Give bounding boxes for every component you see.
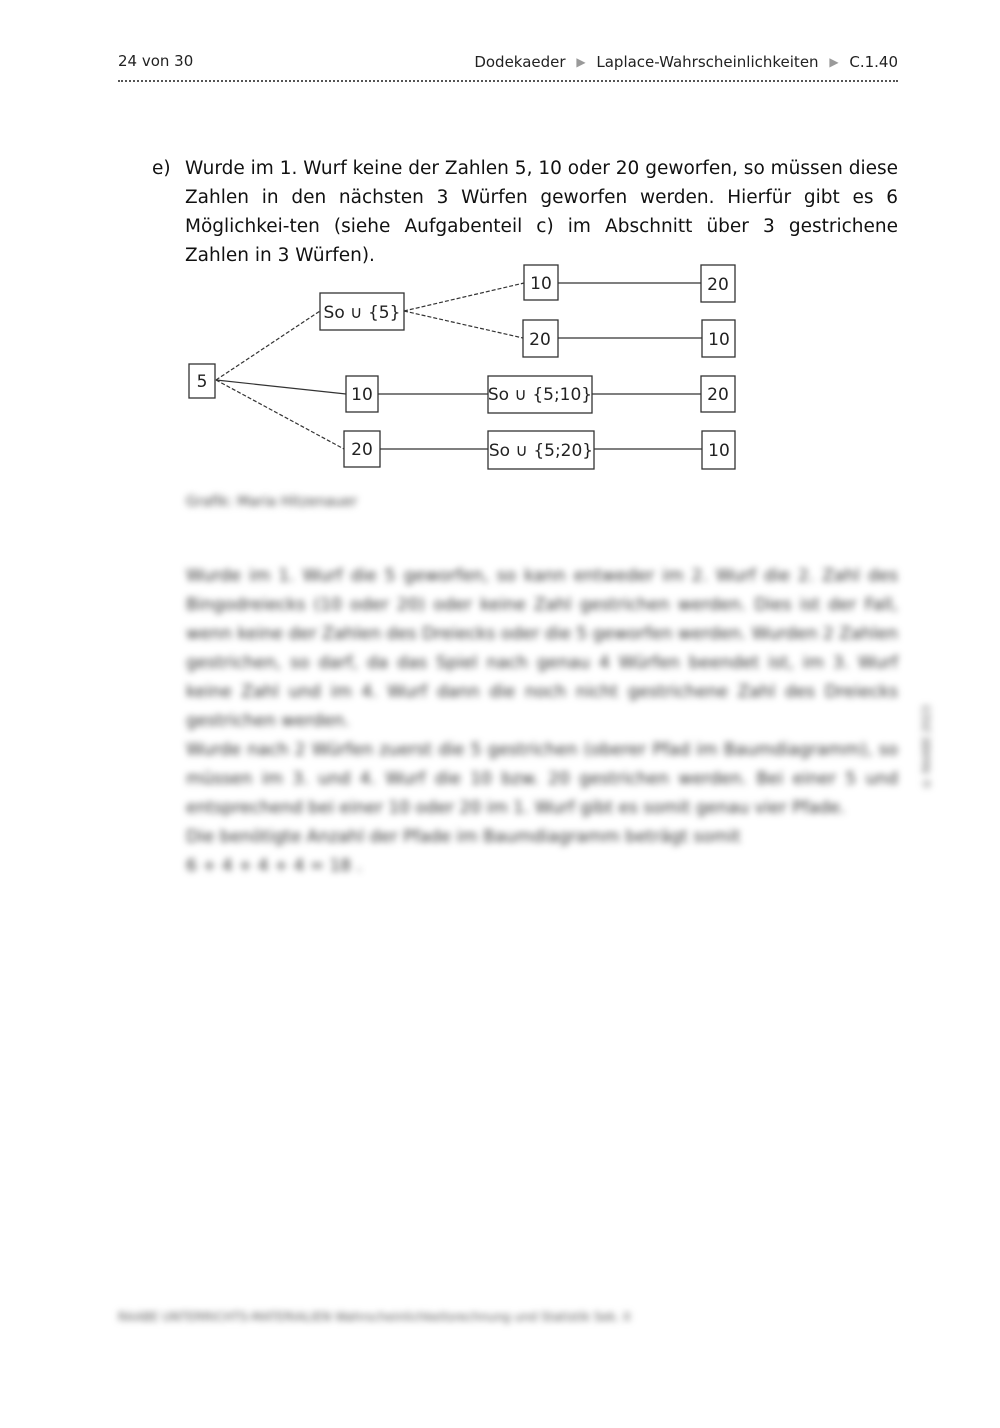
task-label: e): [152, 158, 171, 179]
node-upper-10-label: 10: [530, 274, 552, 294]
node-upper-10-end-label: 10: [708, 330, 730, 350]
edge-so5-10: [404, 283, 524, 311]
node-so5-10-label: So ∪ {5;10}: [487, 385, 593, 405]
solution-formula: 6 + 4 + 4 + 4 = 18 .: [186, 856, 362, 876]
node-root-label: 5: [196, 372, 208, 392]
node-so5-label: So ∪ {5}: [323, 303, 401, 323]
node-upper-20: [523, 320, 558, 357]
edge-root-20: [216, 380, 344, 449]
breadcrumb-item-subject: Laplace-Wahrscheinlichkeiten: [596, 52, 819, 71]
node-root: [189, 364, 215, 398]
copyright-note: © RAABE 2023: [920, 704, 933, 790]
solution-paragraph: Wurde nach 2 Würfen zuerst die 5 gestrichen (oberer Pfad im Baumdiagramm), so müssen im 3. und 4. Wurf die 10 bzw. 20 gestrichen werden. Bei einer 5 und entsprechend bei einer 10 oder 20 im 1. Wurf gibt es somit genau vier Pfade.: [186, 740, 898, 818]
node-low-10-end-label: 10: [708, 441, 730, 461]
page-number: 24 von 30: [118, 52, 194, 70]
node-so5-10: [488, 376, 592, 413]
node-mid-10-label: 10: [351, 385, 373, 405]
tree-diagram: [0, 0, 1000, 480]
edge-root-so5: [216, 311, 320, 380]
node-mid-20-end-label: 20: [707, 385, 729, 405]
solution-text: [186, 562, 898, 881]
node-upper-10-end: [702, 320, 735, 357]
triangle-right-icon: ▶: [576, 54, 586, 69]
node-upper-20-end-label: 20: [707, 275, 729, 295]
node-so5: [320, 293, 404, 330]
node-mid-20-end: [701, 376, 735, 412]
solution-paragraph: Wurde im 1. Wurf die 5 geworfen, so kann entweder im 2. Wurf die 2. Zahl des Bingodreiecks (10 oder 20) oder keine Zahl gestrichen werden. Dies ist der Fall, wenn keine der Zahlen des Dreiecks oder die 5 geworfen werden. Wurden 2 Zahlen gestrichen, so darf, da das Spiel nach genau 4 Würfen beendet ist, im 3. Wurf keine Zahl und im 4. Wurf dann die noch nicht gestrichene Zahl des Dreiecks gestrichen werden.: [186, 566, 898, 731]
solution-paragraph: Die benötigte Anzahl der Pfade im Baumdiagramm beträgt somit: [186, 827, 741, 847]
figure-caption: Grafik: Maria Hitzenauer: [186, 494, 358, 510]
node-upper-20-label: 20: [529, 330, 551, 350]
node-upper-10: [524, 265, 558, 300]
node-low-20: [344, 431, 380, 467]
node-mid-10: [346, 376, 378, 412]
triangle-right-icon: ▶: [829, 54, 839, 69]
edge-so5-20: [404, 311, 523, 338]
node-so5-20-label: So ∪ {5;20}: [488, 441, 594, 461]
page-footer: RAABE UNTERRICHTS-MATERIALIEN Wahrscheinlichkeitsrechnung und Statistik Sek. II: [118, 1310, 631, 1324]
node-so5-20: [488, 431, 594, 469]
task-text: Wurde im 1. Wurf keine der Zahlen 5, 10 oder 20 geworfen, so müssen diese Zahlen in den nächsten 3 Würfen geworfen werden. Hierfür gibt es 6 Möglichkei-ten (siehe Aufgabenteil c) im Abschnitt über 3 gestrichene Zahlen in 3 Würfen).: [185, 158, 898, 266]
node-upper-20-end: [701, 265, 735, 302]
breadcrumb-item-code: C.1.40: [849, 52, 898, 71]
edge-root-10: [216, 380, 346, 394]
breadcrumb-item-topic: Dodekaeder: [474, 52, 566, 71]
node-low-20-label: 20: [351, 440, 373, 460]
node-low-10-end: [702, 431, 735, 469]
